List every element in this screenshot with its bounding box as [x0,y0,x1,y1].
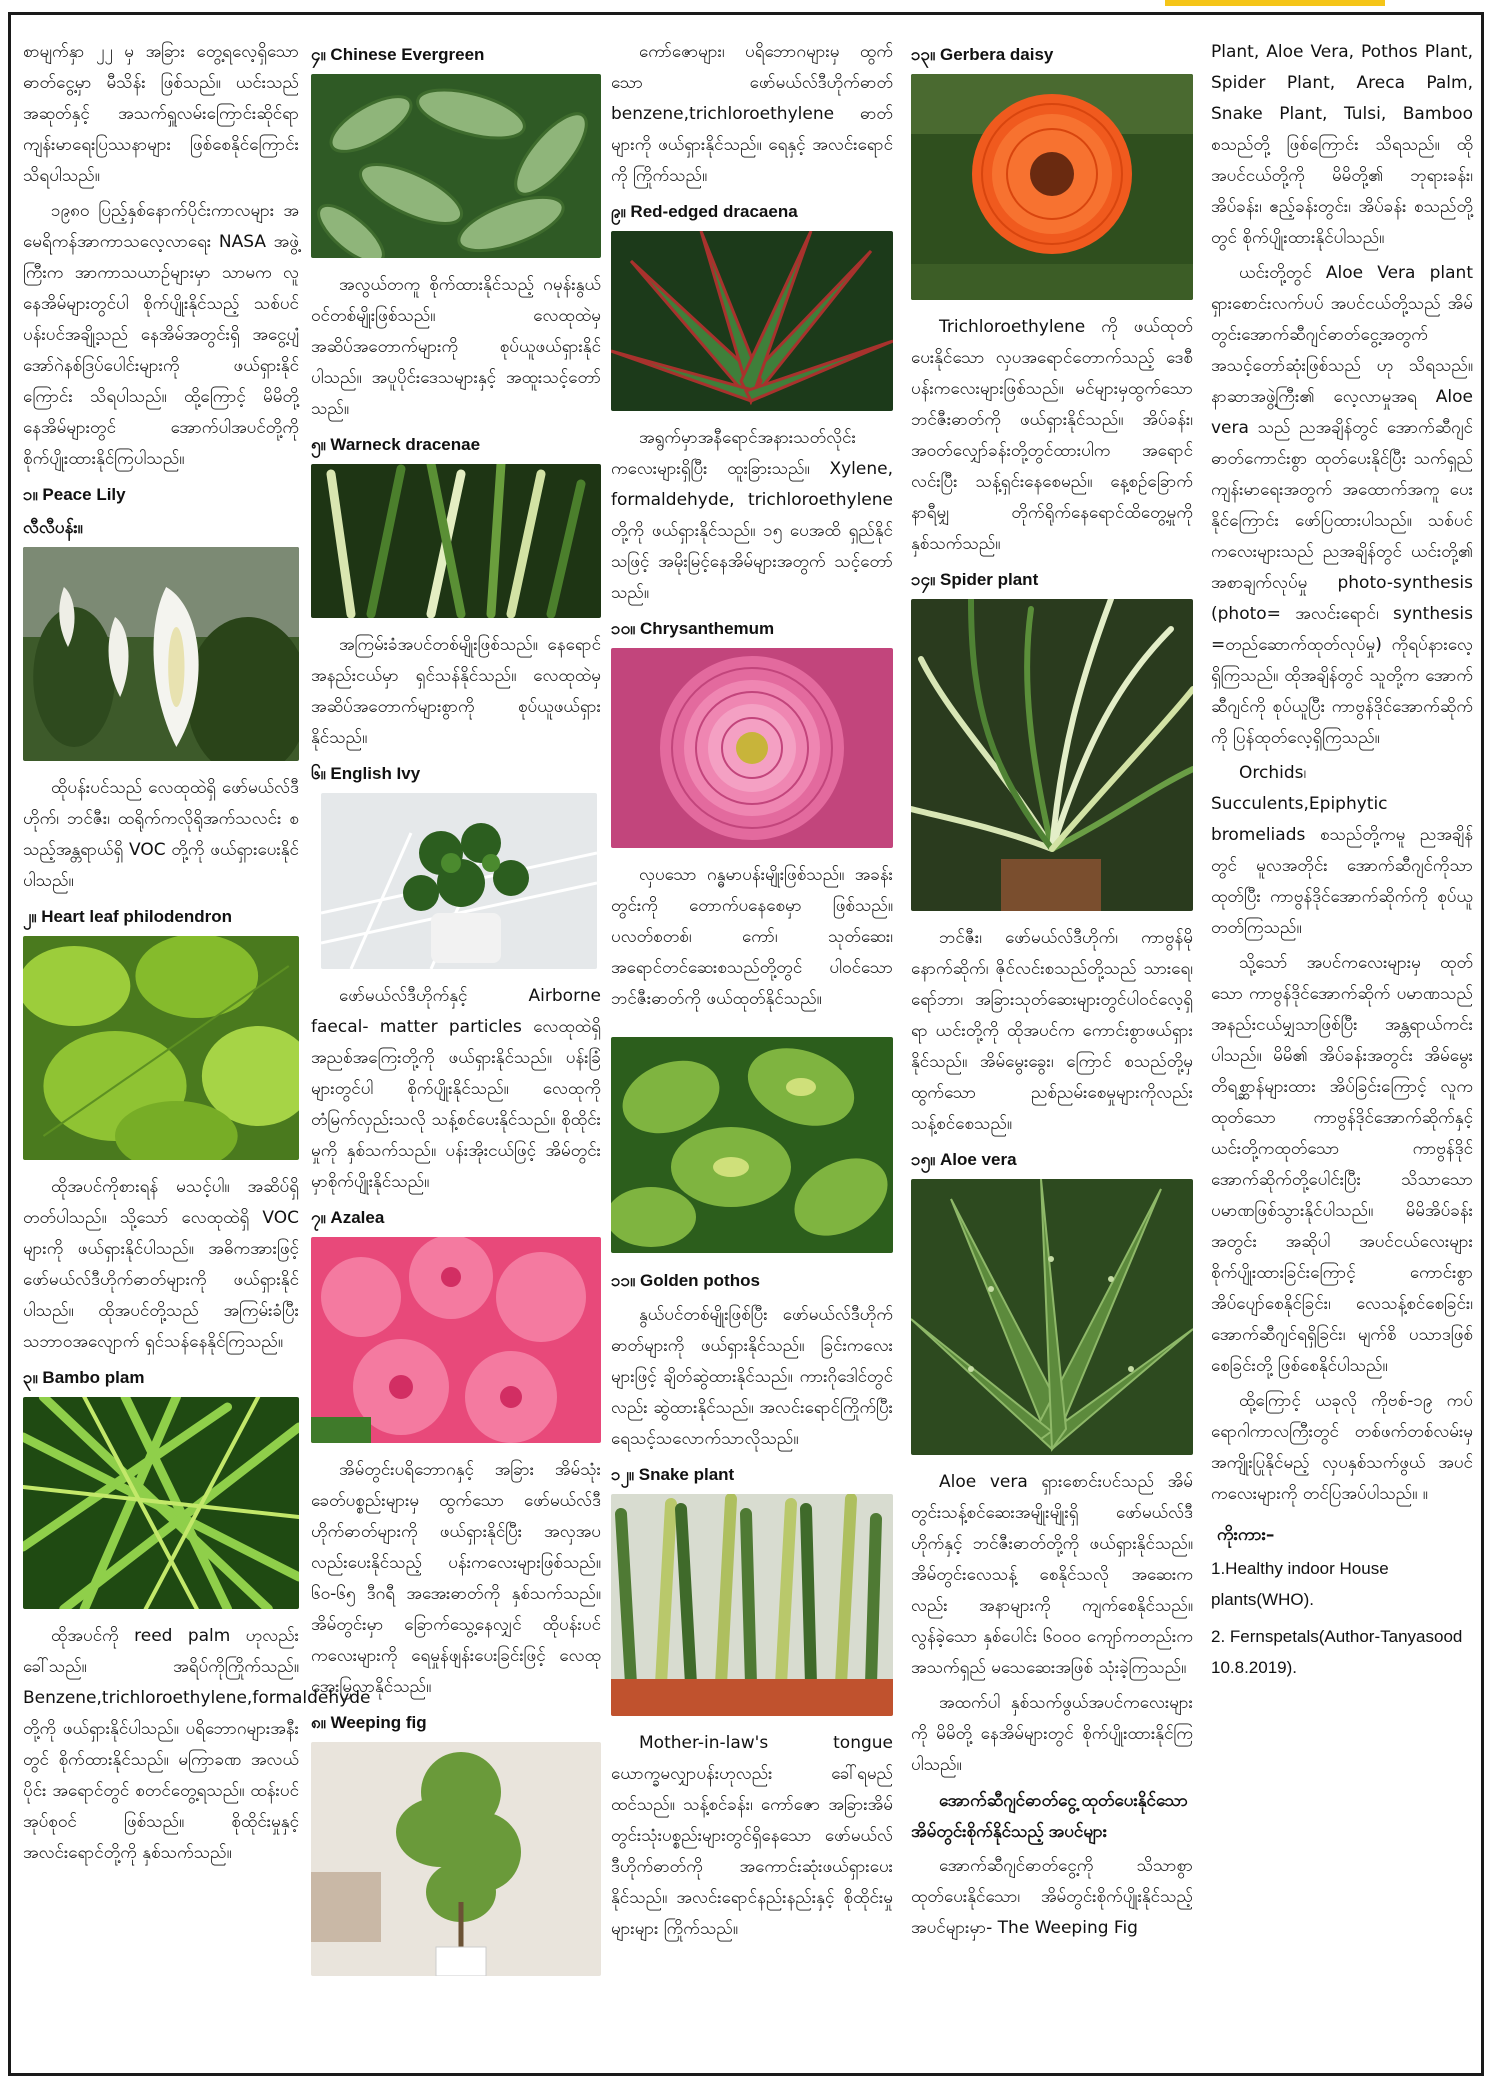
paragraph: နွယ်ပင်တစ်မျိုးဖြစ်ပြီး ဖော်မယ်လ်ဒီဟိုက်ဓာတ်များကို ဖယ်ရှားနိုင်သည်။ ခြင်းကလေးများဖြင့် ချိတ်ဆွဲထားနိုင်သည်။ ကားဂိုဒေါင်တွင်လည်း ဆွဲထားနိုင်သည်။ အလင်းရောင်ကြိုက်ပြီး ရေသင့်သလောက်သာလိုသည်။ [611,1305,893,1449]
plant-heading-red-edged-dracaena: ၉။ Red-edged dracaena [611,202,798,221]
bamboo-palm-photo [23,1397,299,1609]
red-edged-dracaena-photo [611,231,893,411]
plant-heading-gerbera-daisy: ၁၃။ Gerbera daisy [911,45,1054,64]
paragraph: အလွယ်တကူ စိုက်ထားနိုင်သည့် ဂမုန်းနွယ်ဝင်တစ်မျိုးဖြစ်သည်။ လေထုထဲမှ အဆိပ်အတောက်များကို စုပ်ယူဖယ်ရှားနိုင်ပါသည်။ အပူပိုင်းဒေသများနှင့် အထူးသင့်တော်သည်။ [311,275,601,419]
paragraph: သို့သော် အပင်ကလေးများမှ ထုတ်သော ကာဗွန်ဒိုင်အောက်ဆိုက် ပမာဏသည် အနည်းငယ်မျှသာဖြစ်ပြီး အန္တရာယ်ကင်းပါသည်။ မိမိ၏ အိပ်ခန်းအတွင်း အိမ်မွေးတိရစ္ဆာန်များထား အိပ်ခြင်းကြောင့် လူက ထုတ်သော ကာဗွန်ဒိုင်အောက်ဆိုက်နှင့် ယင်းတို့ကထုတ်သော ကာဗွန်ဒိုင်အောက်ဆိုက်တို့ပေါင်းပြီး သိသာသော ပမာဏဖြစ်သွားနိုင်ပါသည်။ မိမိအိပ်ခန်းအတွင်း အဆိုပါ အပင်ငယ်လေးများ စိုက်ပျိုးထားခြင်းကြောင့် ကောင်းစွာ အိပ်ပျော်စေနိုင်ခြင်း၊ လေသန့်စင်စေခြင်း၊ အောက်ဆီဂျင်ရရှိခြင်း၊ မျက်စိ ပသာဒဖြစ်စေခြင်းတို့ ဖြစ်စေနိုင်ပါသည်။ [1211,953,1473,1376]
paragraph: အကြမ်းခံအပင်တစ်မျိုးဖြစ်သည်။ နေရောင်အနည်းငယ်မှာ ရှင်သန်နိုင်သည်။ လေထုထဲမှ အဆိပ်အတောက်များစွာကို စုပ်ယူဖယ်ရှားနိုင်သည်။ [311,635,601,748]
philodendron-photo [23,936,299,1160]
page-frame [8,12,1484,2076]
plant-heading-bamboo-palm: ၃။ Bambo plam [23,1368,145,1387]
section-heading-oxygen-plants: အောက်ဆီဂျင်ဓာတ်ငွေ့ ထုတ်ပေးနိုင်သော အိမ်တွင်းစိုက်နိုင်သည့် အပင်များ [911,1791,1188,1841]
plant-heading-snake-plant: ၁၂။ Snake plant [611,1465,735,1484]
paragraph: စာမျက်နှာ ၂၂ မှ အခြား တွေ့ရလေ့ရှိသော ဓာတ်ငွေ့မှာ မီသိန်း ဖြစ်သည်။ ယင်းသည် အဆုတ်နှင့် အသက်ရှူလမ်းကြောင်းဆိုင်ရာ ကျန်းမာရေးပြဿနာများ ဖြစ်စေနိုင်ကြောင်း သိရပါသည်။ [23,42,299,186]
column-5 [1211,37,1473,1689]
plant-heading-spider-plant: ၁၄။ Spider plant [911,570,1039,589]
plant-heading-aloe-vera: ၁၅။ Aloe vera [911,1150,1017,1169]
golden-pothos-photo [611,1037,893,1253]
gerbera-daisy-photo [911,74,1193,300]
paragraph: ထိုပန်းပင်သည် လေထုထဲရှိ ဖော်မယ်လ်ဒီဟိုက်၊ ဘင်ဇီး၊ ထရိုက်ကလိုရိုအက်သလင်း စသည့်အန္တရာယ်ရှိ VOC တို့ကို ဖယ်ရှားပေးနိုင်ပါသည်။ [23,778,299,891]
plant-heading-peace-lily: ၁။ Peace Lily [23,485,126,504]
chinese-evergreen-photo [311,74,601,258]
weeping-fig-photo [311,1742,601,1976]
azalea-photo [311,1237,601,1443]
plant-heading-philodendron: ၂။ Heart leaf philodendron [23,907,233,926]
paragraph: ဖော်မယ်လ်ဒီဟိုက်နှင့် Airborne faecal- matter particles လေထုထဲရှိ အညစ်အကြေးတို့ကို ဖယ်ရှားနိုင်သည်။ ပန်းခြံများတွင်ပါ စိုက်ပျိုးနိုင်သည်။ လေထုကို တံမြက်လှည်းသလို သန့်စင်ပေးနိုင်သည်။ စိုထိုင်းမှုကို နှစ်သက်သည်။ ပန်းအိုးငယ်ဖြင့် အိမ်တွင်းမှာစိုက်ပျိုးနိုင်သည်။ [311,986,601,1192]
reference-item: 1.Healthy indoor House plants(WHO). [1211,1559,1389,1609]
paragraph: Orchids၊ Succulents,Epiphytic bromeliads စသည်တို့ကမူ ညအချိန်တွင် မူလအတိုင်း အောက်ဆီဂျင်ကိုသာ ထုတ်ပြီး ကာဗွန်ဒိုင်အောက်ဆိုက်ကို စုပ်ယူတတ်ကြသည်။ [1211,763,1473,938]
accent-bar [1165,0,1385,6]
column-4 [911,37,1193,1948]
plant-heading-chrysanthemum: ၁၀။ Chrysanthemum [611,619,775,638]
paragraph: အထက်ပါ နှစ်သက်ဖွယ်အပင်ကလေးများကို မိမိတို့ နေအိမ်များတွင် စိုက်ပျိုးထားနိုင်ကြပါသည်။ [911,1693,1193,1775]
paragraph: ထိုအပင်ကိုစားရန် မသင့်ပါ။ အဆိပ်ရှိတတ်ပါသည်။ သို့သော် လေထုထဲရှိ VOC များကို ဖယ်ရှားနိုင်ပါသည်။ အဓိကအားဖြင့် ဖော်မယ်လ်ဒီဟိုက်ဓာတ်များကို ဖယ်ရှားနိုင်ပါသည်။ ထိုအပင်တို့သည် အကြမ်းခံပြီး သဘာဝအလျောက် ရှင်သန်နေနိုင်ကြသည်။ [23,1177,299,1352]
paragraph: ၁၉၈၀ ပြည့်နှစ်နောက်ပိုင်းကာလများ အမေရိကန်အာကာသလေ့လာရေး NASA အဖွဲ့ကြီးက အာကာသယာဉ်များမှာ သာမက လူနေအိမ်များတွင်ပါ စိုက်ပျိုးနိုင်သည့် သစ်ပင်ပန်းပင်အချို့သည် နေအိမ်အတွင်းရှိ အငွေ့ပျံ အော်ဂဲနစ်ဒြပ်ပေါင်းများကို ဖယ်ရှားနိုင်ကြောင်း သိရပါသည်။ ထို့ကြောင့် မိမိတို့နေအိမ်များတွင် အောက်ပါအပင်တို့ကို စိုက်ပျိုးထားနိုင်ကြပါသည်။ [23,201,299,469]
column-3 [611,37,893,1949]
paragraph: Aloe vera ရှားစောင်းပင်သည် အိမ်တွင်းသန့်စင်ဆေးအမျိုးမျိုးရှိ ဖော်မယ်လ်ဒီဟိုက်နှင့် ဘင်ဇီးဓာတ်တို့ကို ဖယ်ရှားနိုင်သည်။ အိမ်တွင်းလေသန့် စေနိုင်သလို အဆေးကလည်း အနာများကို ကျက်စေနိုင်သည်။ လွန်ခဲ့သော နှစ်ပေါင်း ၆၀၀၀ ကျော်ကတည်းက အသက်ရှည် မသေဆေးအဖြစ် သုံးခဲ့ကြသည်။ [911,1472,1193,1678]
plant-heading-chinese-evergreen: ၄။ Chinese Evergreen [311,45,485,64]
paragraph: ဘင်ဇီး၊ ဖော်မယ်လ်ဒီဟိုက်၊ ကာဗွန်မိုနောက်ဆိုက်၊ ဇိုင်လင်းစသည်တို့သည် သားရေ၊ ရော်ဘာ၊ အခြားသုတ်ဆေးများတွင်ပါဝင်လေ့ရှိရာ ယင်းတို့ကို ထိုအပင်က ကောင်းစွာဖယ်ရှားနိုင်သည်။ အိမ်မွေးခွေး၊ ကြောင် စသည်တို့မှ ထွက်သော ညစ်ညမ်းစေမှုများကိုလည်း သန့်စင်စေသည်။ [911,928,1193,1134]
spider-plant-photo [911,599,1193,911]
reference-item: 2. Fernspetals(Author-Tanyasood 10.8.2019). [1211,1627,1463,1677]
paragraph: Trichloroethylene ကို ဖယ်ထုတ်ပေးနိုင်သော လှပအရောင်တောက်သည့် ဒေစီပန်းကလေးများဖြစ်သည်။ မင်များမှထွက်သော ဘင်ဇီးဓာတ်ကို ဖယ်ရှားနိုင်သည်။ အိပ်ခန်း၊ အဝတ်လျှော်ခန်းတို့တွင်ထားပါက အရောင်လင်းပြီး သန့်ရှင်းနေစေမည်။ နေ့စဉ်ခြောက်နာရီမျှ တိုက်ရိုက်နေရောင်ထိတွေ့မှုကို နှစ်သက်သည်။ [911,317,1193,554]
plant-heading-weeping-fig: ၈။ Weeping fig [311,1713,427,1732]
references [1211,1520,1473,1683]
plant-heading-azalea: ၇။ Azalea [311,1208,385,1227]
paragraph: အောက်ဆီဂျင်ဓာတ်ငွေ့ကို သိသာစွာ ထုတ်ပေးနိုင်သော၊ အိမ်တွင်းစိုက်ပျိုးနိုင်သည့် အပင်များမှာ- The Weeping Fig [911,1856,1193,1938]
english-ivy-photo [321,793,597,969]
warneck-dracaena-photo [311,464,601,618]
paragraph: Mother-in-law's tongue ယောက္ခမလျှာပန်းဟုလည်း ခေါ်ရမည်ထင်သည်။ သန့်စင်ခန်း၊ ကော်ဇော အခြားအိမ်တွင်းသုံးပစ္စည်းများတွင်ရှိနေသော ဖော်မယ်လ်ဒီဟိုက်ဓာတ်ကို အကောင်းဆုံးဖယ်ရှားပေးနိုင်သည်။ အလင်းရောင်နည်းနည်းနှင့် စိုထိုင်းမှုများများ ကြိုက်သည်။ [611,1733,893,1939]
plant-heading-warneck-dracaena: ၅။ Warneck dracenae [311,435,481,454]
plant-heading-golden-pothos: ၁၁။ Golden pothos [611,1271,760,1290]
references-title: ကိုးကား– [1217,1525,1275,1545]
plant-subheading: လီလီပန်း။ [23,518,83,537]
paragraph: အရွက်မှာအနီရောင်အနားသတ်လိုင်းကလေးများရှိပြီး ထူးခြားသည်။ Xylene, formaldehyde, trichloroethylene တို့ကို ဖယ်ရှားနိုင်သည်။ ၁၅ ပေအထိ ရှည်နိုင်သဖြင့် အမိုးမြင့်နေအိမ်များအတွက် သင့်တော်သည်။ [611,428,893,603]
paragraph: အိမ်တွင်းပရိဘောဂနှင့် အခြား အိမ်သုံးခေတ်ပစ္စည်းများမှ ထွက်သော ဖော်မယ်လ်ဒီဟိုက်ဓာတ်များကို ဖယ်ရှားနိုင်ပြီး အလှအပလည်းပေးနိုင်သည့် ပန်းကလေးများဖြစ်သည်။ ၆၀-၆၅ ဒီဂရီ အအေးဓာတ်ကို နှစ်သက်သည်။ အိမ်တွင်းမှာ ခြောက်သွေ့နေလျှင် ထိုပန်းပင်ကလေးများကို ရေမှုန်ဖျန်းပေးခြင်းဖြင့် လေထုအေးမြလာနိုင်သည်။ [311,1460,601,1697]
column-2 [311,37,601,1988]
paragraph: ယင်းတို့တွင် Aloe Vera plant ရှားစောင်းလက်ပပ် အပင်ငယ်တို့သည် အိမ်တွင်းအောက်ဆီဂျင်ဓာတ်ငွေ့အတွက် အသင့်တော်ဆုံးဖြစ်သည် ဟု သိရသည်။ နာဆာအဖွဲ့ကြီး၏ လေ့လာမှုအရ Aloe vera သည် ညအချိန်တွင် အောက်ဆီဂျင်ဓာတ်ကောင်းစွာ ထုတ်ပေးနိုင်ပြီး သက်ရှည်ကျန်းမာရေးအတွက် အထောက်အကူ ပေးနိုင်ကြောင်း ဖော်ပြထားပါသည်။ သစ်ပင်ကလေးများသည် ညအချိန်တွင် ယင်းတို့၏ အစာချက်လုပ်မှု photo-synthesis (photo= အလင်းရောင်၊ synthesis =တည်ဆောက်ထုတ်လုပ်မှု) ကိုရပ်နားလေ့ရှိကြသည်။ ထိုအချိန်တွင် သူတို့က အောက်ဆီဂျင်ကို စုပ်ယူပြီး ကာဗွန်ဒိုင်အောက်ဆိုက်ကို ပြန်ထုတ်လေ့ရှိကြသည်။ [1211,263,1473,748]
plant-heading-english-ivy: ၆။ English Ivy [311,764,421,783]
chrysanthemum-photo [611,648,893,848]
paragraph: ထို့ကြောင့် ယခုလို ကိုဗစ်-၁၉ ကပ်ရောဂါကာလကြီးတွင် တစ်ဖက်တစ်လမ်းမှ အကျိုးပြုနိုင်မည့် လှပနှစ်သက်ဖွယ် အပင်ကလေးများကို တင်ပြအပ်ပါသည်။ ။ [1211,1391,1473,1504]
paragraph: ကော်ဇောများ၊ ပရိဘောဂများမှ ထွက်သော ဖော်မယ်လ်ဒီဟိုက်ဓာတ် benzene,trichloroethylene ဓာတ်များကို ဖယ်ရှားနိုင်သည်။ ရေနှင့် အလင်းရောင်ကို ကြိုက်သည်။ [611,42,893,186]
snake-plant-photo [611,1494,893,1716]
paragraph: ထိုအပင်ကို reed palm ဟုလည်း ခေါ်သည်။ အရိပ်ကိုကြိုက်သည်။ Benzene,trichloroethylene,formaldehyde တို့ကို ဖယ်ရှားနိုင်ပါသည်။ ပရိဘောဂများအနီးတွင် စိုက်ထားနိုင်သည်။ မကြာခဏ အလယ်ပိုင်း အရောင်တွင် စတင်တွေ့ရသည်။ ထန်းပင်အုပ်စုဝင် ဖြစ်သည်။ စိုထိုင်းမှုနှင့် အလင်းရောင်တို့ကို နှစ်သက်သည်။ [23,1626,371,1863]
aloe-vera-photo [911,1179,1193,1455]
paragraph: Plant, Aloe Vera, Pothos Plant, Spider Plant, Areca Palm, Snake Plant, Tulsi, Bamboo စသည်တို့ ဖြစ်ကြောင်း သိရသည်။ ထိုအပင်ငယ်တို့ကို မိမိတို့၏ ဘုရားခန်း၊ အိပ်ခန်း၊ ဧည့်ခန်းတွင်း၊ အိပ်ခန်း စသည်တို့တွင် စိုက်ပျိုးထားနိုင်ပါသည်။ [1211,42,1473,248]
peace-lily-photo [23,547,299,761]
paragraph: လှပသော ဂန္ဓမာပန်းမျိုးဖြစ်သည်။ အခန်းတွင်းကို တောက်ပနေစေမှာ ဖြစ်သည်။ ပလတ်စတစ်၊ ကော်၊ သုတ်ဆေး၊ အရောင်တင်ဆေးစသည်တို့တွင် ပါဝင်သော ဘင်ဇီးဓာတ်ကို ဖယ်ထုတ်နိုင်သည်။ [611,865,893,1009]
